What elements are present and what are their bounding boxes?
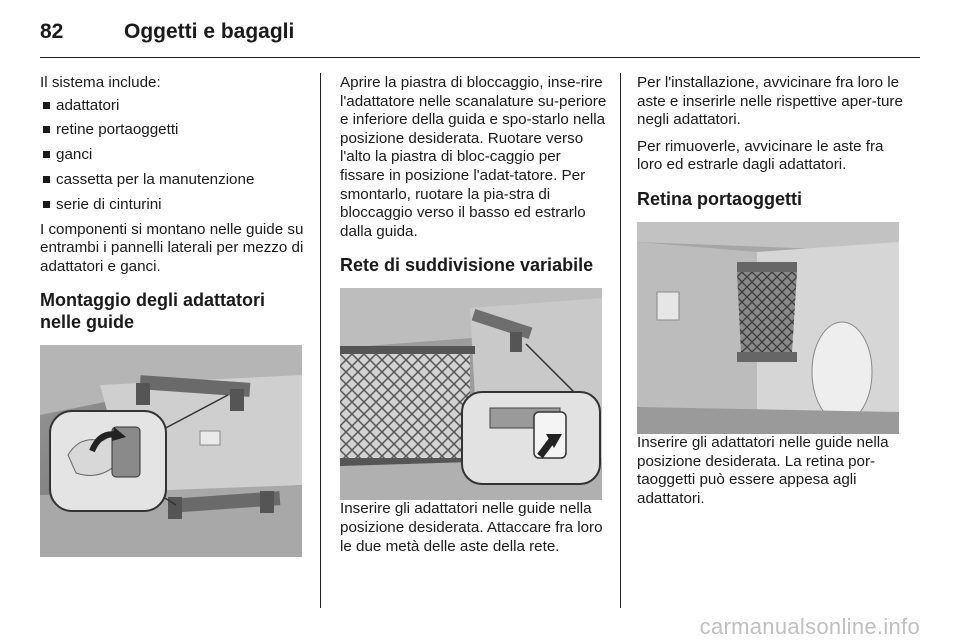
- list-item: serie di cinturini: [40, 196, 308, 215]
- figure-caption: Inserire gli adattatori nelle guide nella posizione desiderata. Attaccare fra loro le due metà delle aste della rete.: [340, 500, 603, 555]
- chapter-title: Oggetti e bagagli: [124, 20, 295, 43]
- column-1: [40, 74, 308, 557]
- body-text: Per l'installazione, avvicinare fra loro le aste e inserirle nelle rispettive aper-ture negli adattatori.: [637, 74, 903, 129]
- body-text: Per rimuoverle, avvicinare le aste fra loro ed estrarle dagli adattatori.: [637, 137, 884, 174]
- adapter-mounting-illustration: [40, 345, 302, 557]
- list-item: retine portaoggetti: [40, 121, 308, 140]
- component-list: [40, 97, 308, 215]
- header-divider: [40, 57, 920, 58]
- page-header: [40, 14, 920, 54]
- list-item: adattatori: [40, 97, 308, 116]
- column-divider-2: [620, 73, 621, 608]
- list-item: ganci: [40, 146, 308, 165]
- cargo-net-illustration: [340, 288, 602, 500]
- page-number: 82: [40, 20, 64, 43]
- body-text: Aprire la piastra di bloccaggio, inse-rire l'adattatore nelle scanalature su-periore e inferiore della guida e spo-starlo nella posizione desiderata. Ruotare verso l'alto la piastra di bloc-caggio per fissare in posizione l'adat-tatore. Per smontarlo, ruotare la pia-stra di bloccaggio verso il basso ed estrarlo dalla guida.: [340, 74, 607, 240]
- column-2: [340, 74, 608, 556]
- section-heading: Rete di suddivisione variabile: [340, 255, 594, 276]
- section-heading: Montaggio degli adattatori nelle guide: [40, 290, 265, 333]
- body-text: I componenti si montano nelle guide su entrambi i pannelli laterali per mezzo di adattatori e ganci.: [40, 220, 304, 275]
- figure-caption: Inserire gli adattatori nelle guide nella posizione desiderata. La retina por-taoggetti può essere appesa agli adattatori.: [637, 433, 889, 507]
- list-item: cassetta per la manutenzione: [40, 171, 308, 190]
- column-3: [637, 74, 905, 508]
- intro-text: Il sistema include:: [40, 74, 161, 91]
- column-divider-1: [320, 73, 321, 608]
- section-heading: Retina portaoggetti: [637, 188, 802, 209]
- storage-net-illustration: [637, 222, 899, 434]
- watermark: carmanualsonline.info: [699, 614, 920, 639]
